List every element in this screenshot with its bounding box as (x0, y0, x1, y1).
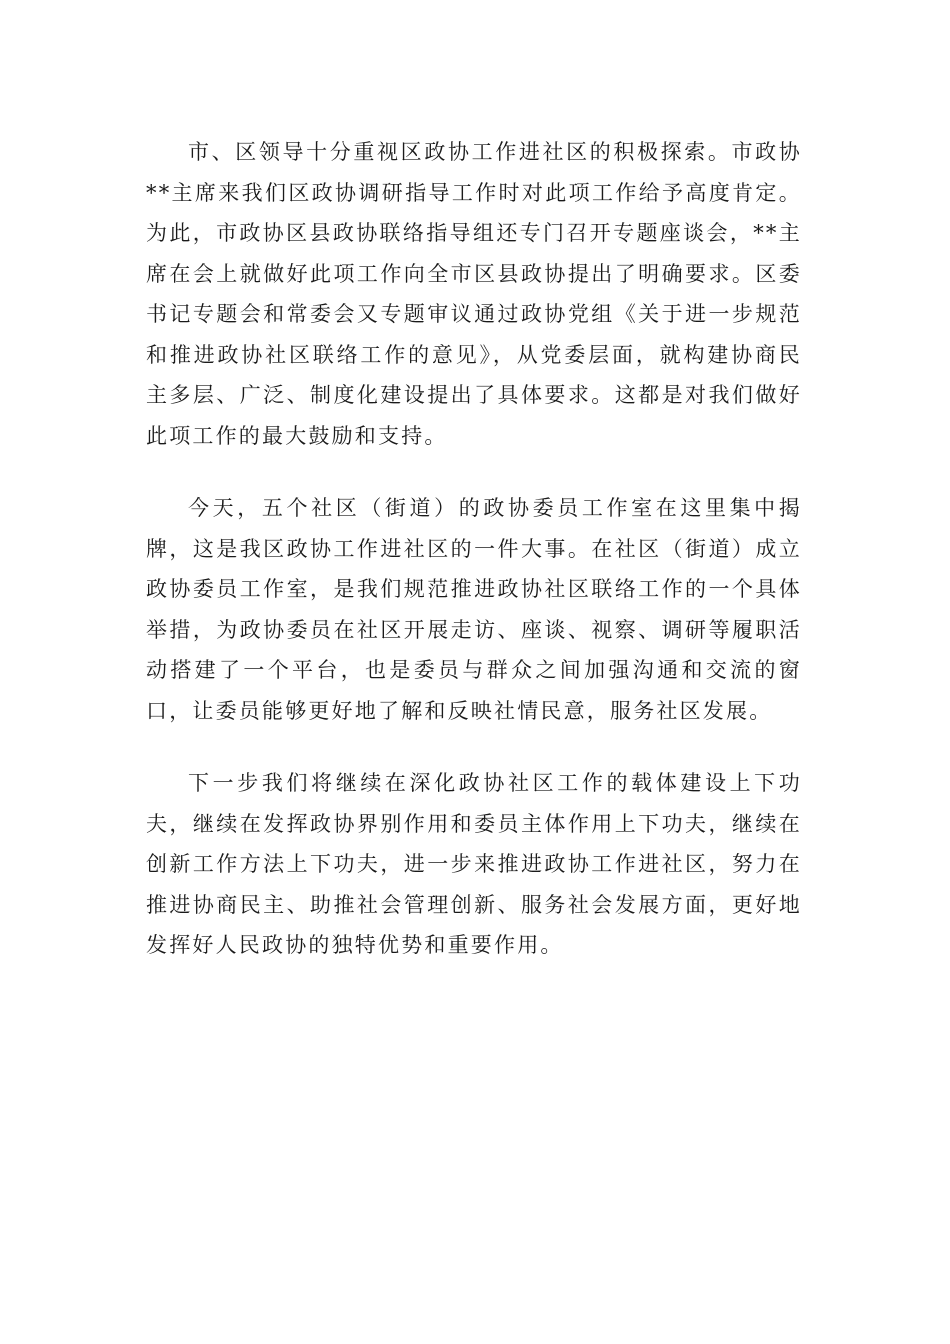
paragraph-leadership-support: 市、区领导十分重视区政协工作进社区的积极探索。市政协**主席来我们区政协调研指导工作时对此项工作给予高度肯定。为此，市政协区县政协联络指导组还专门召开专题座谈会，**主席在会上就做好此项工作向全市区县政协提出了明确要求。区委书记专题会和常委会又专题审议通过政协党组《关于进一步规范和推进政协社区联络工作的意见》，从党委层面，就构建协商民主多层、广泛、制度化建设提出了具体要求。这都是对我们做好此项工作的最大鼓励和支持。 (146, 140, 802, 448)
paragraph-next-steps: 下一步我们将继续在深化政协社区工作的载体建设上下功夫，继续在发挥政协界别作用和委员主体作用上下功夫，继续在创新工作方法上下功夫，进一步来推进政协工作进社区，努力在推进协商民主、助推社会管理创新、服务社会发展方面，更好地发挥好人民政协的独特优势和重要作用。 (146, 771, 802, 957)
document-body (146, 132, 802, 966)
paragraph-studio-unveiling: 今天，五个社区（街道）的政协委员工作室在这里集中揭牌，这是我区政协工作进社区的一件大事。在社区（街道）成立政协委员工作室，是我们规范推进政协社区联络工作的一个具体举措，为政协委员在社区开展走访、座谈、视察、调研等履职活动搭建了一个平台，也是委员与群众之间加强沟通和交流的窗口，让委员能够更好地了解和反映社情民意，服务社区发展。 (146, 496, 802, 723)
